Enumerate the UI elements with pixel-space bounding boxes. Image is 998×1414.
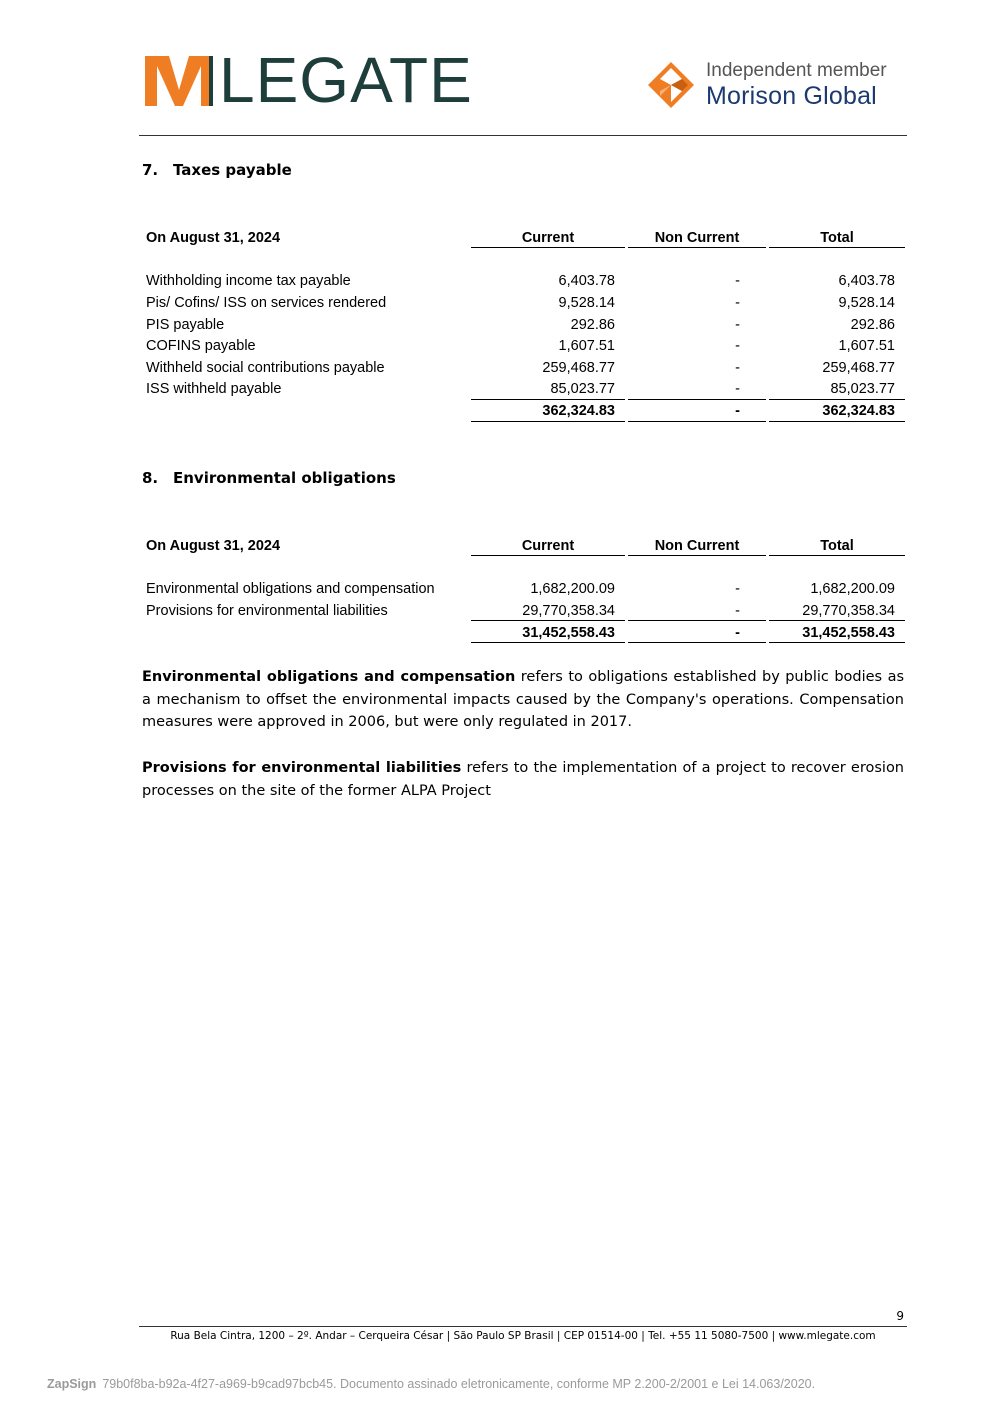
footer-address: Rua Bela Cintra, 1200 – 2º. Andar – Cerqueira César | São Paulo SP Brasil | CEP 01514-00 | Tel. +55 11 5080-7500 | www.mlegate.com [170, 1330, 876, 1342]
row-total: 1,607.51 [838, 338, 895, 354]
column-header-current: Current [521, 230, 575, 246]
total-total: 362,324.83 [822, 403, 895, 419]
total-current: 362,324.83 [542, 403, 615, 419]
row-current: 259,468.77 [542, 360, 615, 376]
total-bottomline [471, 421, 625, 422]
row-total: 6,403.78 [838, 273, 895, 289]
column-header-non-current: Non Current [654, 230, 740, 246]
total-topline [471, 399, 625, 400]
table-date-label: On August 31, 2024 [146, 538, 281, 554]
row-label: Provisions for environmental liabilities [146, 603, 388, 619]
header-divider [139, 135, 907, 136]
row-label: COFINS payable [146, 338, 256, 354]
section-number: 7. [142, 161, 159, 179]
section-7-heading [142, 161, 292, 179]
header-underline [628, 247, 766, 248]
row-non-current: - [735, 581, 740, 597]
row-label: Withheld social contributions payable [146, 360, 385, 376]
row-current: 29,770,358.34 [522, 603, 615, 619]
footer-divider [139, 1326, 907, 1327]
row-non-current: - [735, 381, 740, 397]
mlegate-wordmark: LEGATE [219, 44, 473, 116]
e-signature-notice [47, 1377, 815, 1391]
paragraph-text: refers to the implementation of a project to recover erosion processes on the site of the former ALPA Project [142, 760, 905, 799]
row-current: 292.86 [570, 317, 615, 333]
row-total: 292.86 [850, 317, 895, 333]
header-underline [628, 555, 766, 556]
morison-diamond-icon [648, 62, 694, 108]
header-underline [769, 555, 905, 556]
morison-tagline: Independent member [706, 60, 887, 81]
total-current: 31,452,558.43 [522, 625, 615, 641]
total-topline [769, 620, 905, 621]
row-label: ISS withheld payable [146, 381, 282, 397]
row-current: 1,682,200.09 [530, 581, 615, 597]
zapsign-brand: ZapSign [47, 1377, 97, 1391]
row-total: 85,023.77 [830, 381, 895, 397]
row-label: Withholding income tax payable [146, 273, 351, 289]
header-underline [769, 247, 905, 248]
row-non-current: - [735, 317, 740, 333]
row-total: 1,682,200.09 [810, 581, 895, 597]
total-bottomline [471, 642, 625, 643]
row-total: 29,770,358.34 [802, 603, 895, 619]
paragraph-bold-lead: Provisions for environmental liabilities [142, 760, 462, 776]
row-non-current: - [735, 603, 740, 619]
paragraph-text: refers to obligations established by public bodies as a mechanism to offset the environmental impacts caused by the Company's operations. Compensation measures were approved in 2006, but were only regulated in 2017. [142, 669, 905, 730]
row-current: 85,023.77 [550, 381, 615, 397]
morison-global-logo [648, 62, 908, 114]
header-underline [471, 555, 625, 556]
paragraph-bold-lead: Environmental obligations and compensation [142, 669, 516, 685]
page-number: 9 [896, 1309, 904, 1323]
row-current: 1,607.51 [558, 338, 615, 354]
row-current: 9,528.14 [558, 295, 615, 311]
total-topline [769, 399, 905, 400]
total-non-current: - [735, 625, 740, 641]
total-topline [628, 620, 766, 621]
total-bottomline [628, 642, 766, 643]
section-number: 8. [142, 469, 159, 487]
column-header-current: Current [521, 538, 575, 554]
row-non-current: - [735, 360, 740, 376]
header-underline [471, 247, 625, 248]
mlegate-logo [145, 44, 475, 116]
row-total: 9,528.14 [838, 295, 895, 311]
section-title: Environmental obligations [173, 469, 396, 487]
signature-text: 79b0f8ba-b92a-4f27-a969-b9cad97bcb45. Documento assinado eletronicamente, conforme MP 2.200-2/2001 e Lei 14.063/2020. [102, 1377, 816, 1391]
row-non-current: - [735, 273, 740, 289]
row-non-current: - [735, 295, 740, 311]
column-header-total: Total [820, 230, 854, 246]
section-8-heading [142, 469, 396, 487]
section-title: Taxes payable [173, 161, 292, 179]
total-bottomline [628, 421, 766, 422]
environmental-compensation-paragraph [142, 666, 904, 734]
mlegate-m-mark-icon [145, 56, 213, 106]
total-topline [628, 399, 766, 400]
total-topline [471, 620, 625, 621]
row-label: Environmental obligations and compensation [146, 581, 435, 597]
morison-name: Morison Global [706, 82, 877, 110]
column-header-total: Total [820, 538, 854, 554]
table-date-label: On August 31, 2024 [146, 230, 281, 246]
total-non-current: - [735, 403, 740, 419]
column-header-non-current: Non Current [654, 538, 740, 554]
row-non-current: - [735, 338, 740, 354]
row-current: 6,403.78 [558, 273, 615, 289]
row-total: 259,468.77 [822, 360, 895, 376]
environmental-provisions-paragraph [142, 757, 904, 802]
row-label: Pis/ Cofins/ ISS on services rendered [146, 295, 387, 311]
total-bottomline [769, 642, 905, 643]
total-bottomline [769, 421, 905, 422]
row-label: PIS payable [146, 317, 225, 333]
total-total: 31,452,558.43 [802, 625, 895, 641]
